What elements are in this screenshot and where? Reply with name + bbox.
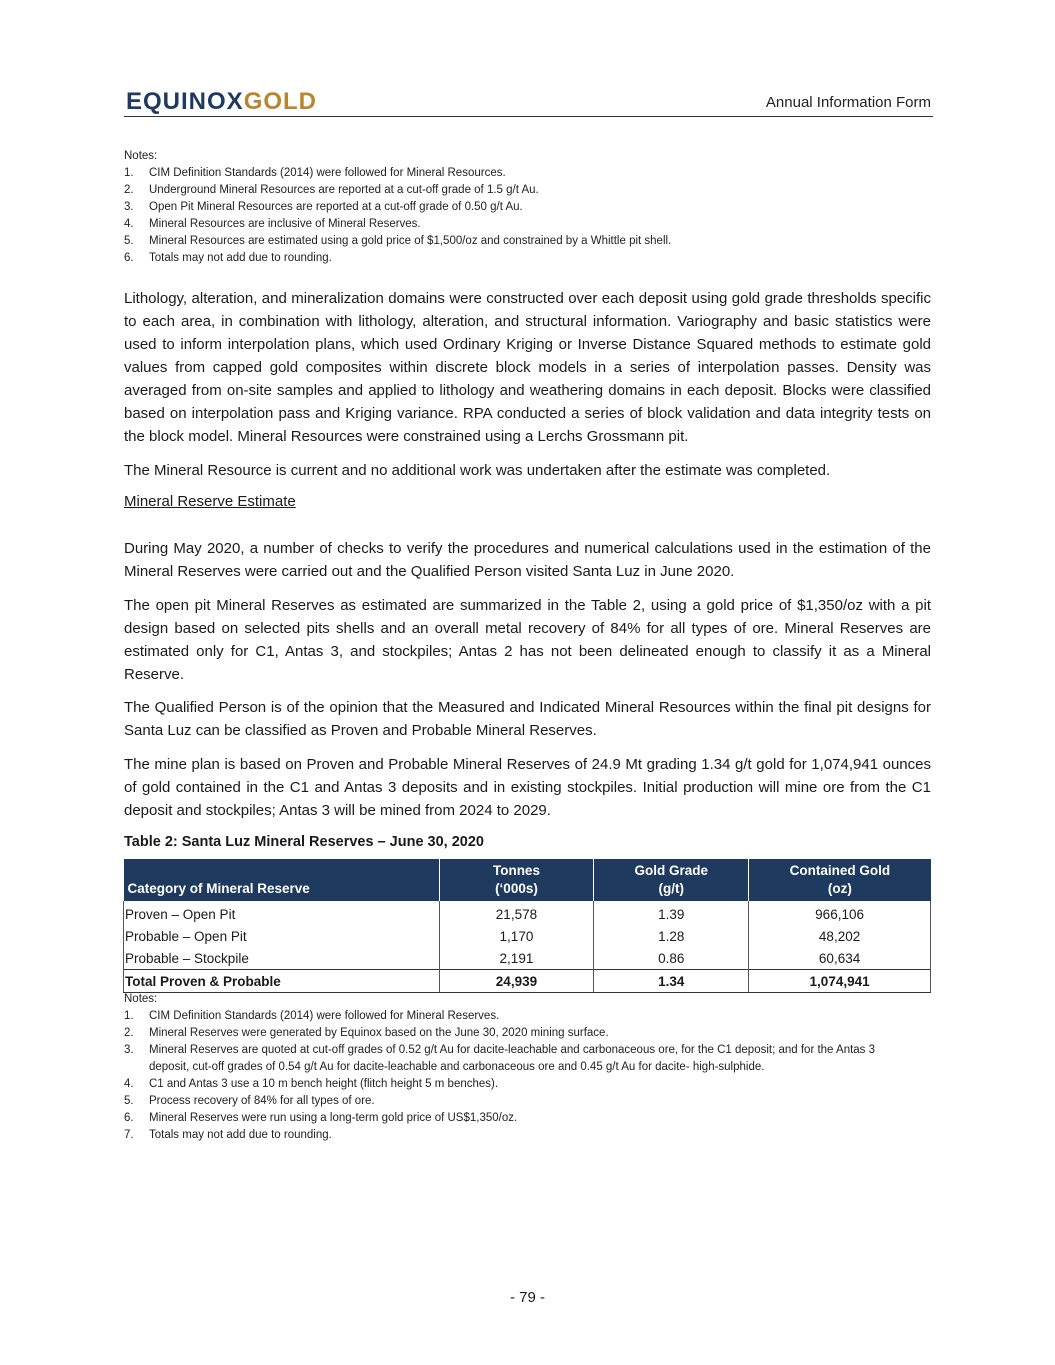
table-row bbox=[124, 901, 931, 925]
cell-grade: 0.86 bbox=[594, 947, 749, 970]
note-item: 7. Totals may not add due to rounding. bbox=[124, 1129, 332, 1141]
cell-gold: 48,202 bbox=[749, 925, 931, 947]
note-item: 3. Mineral Reserves are quoted at cut-off grades of 0.52 g/t Au for dacite-leachable and carbonaceous ore, for the C1 deposit; and for the Antas 3 deposit, cut-off grades of 0.54 g/t Au for dacite-leachable and carbonaceous ore and 0.45 g/t Au for dacite- high-sulphide. bbox=[124, 1044, 876, 1073]
header-grade-line2: (g/t) bbox=[658, 881, 684, 896]
table-header-row bbox=[124, 859, 931, 901]
cell-total-gold: 1,074,941 bbox=[749, 970, 931, 993]
header-tonnes-line2: (‘000s) bbox=[495, 881, 538, 896]
cell-tonnes: 21,578 bbox=[439, 901, 594, 925]
reserve-notes bbox=[124, 991, 914, 1144]
header-gold-line1: Contained Gold bbox=[789, 863, 891, 878]
note-item: 4. C1 and Antas 3 use a 10 m bench height (flitch height 5 m benches). bbox=[124, 1078, 499, 1090]
note-text: Mineral Resources are inclusive of Mineral Reserves. bbox=[149, 218, 421, 230]
note-item: 6. Totals may not add due to rounding. bbox=[124, 252, 332, 264]
note-text: Underground Mineral Resources are reported at a cut-off grade of 1.5 g/t Au. bbox=[149, 184, 539, 196]
cell-tonnes: 2,191 bbox=[439, 947, 594, 970]
table-row bbox=[124, 947, 931, 970]
subheading-reserve-estimate: Mineral Reserve Estimate bbox=[124, 493, 296, 510]
notes-list bbox=[124, 165, 931, 267]
note-item: 2. Underground Mineral Resources are reported at a cut-off grade of 1.5 g/t Au. bbox=[124, 184, 539, 196]
note-text: Totals may not add due to rounding. bbox=[149, 252, 332, 264]
cell-tonnes: 1,170 bbox=[439, 925, 594, 947]
note-text: Mineral Reserves were generated by Equinox based on the June 30, 2020 mining surface. bbox=[149, 1027, 609, 1039]
cell-category: Probable – Stockpile bbox=[124, 947, 440, 970]
equinox-gold-logo bbox=[126, 88, 317, 116]
note-text: Mineral Reserves are quoted at cut-off grades of 0.52 g/t Au for dacite-leachable and carbonaceous ore, for the C1 deposit; and for the Antas 3 deposit, cut-off grades of 0.54 g/t Au for dacite-leachable and carbonaceous ore and 0.45 g/t Au for dacite- high-sulphide. bbox=[149, 1044, 876, 1073]
paragraph-resource-current: The Mineral Resource is current and no additional work was undertaken after the estimate was completed. bbox=[124, 462, 831, 479]
resource-notes bbox=[124, 148, 931, 267]
header-gold-line2: (oz) bbox=[827, 881, 852, 896]
paragraph-mine-plan: The mine plan is based on Proven and Probable Mineral Reserves of 24.9 Mt grading 1.34 g/t gold for 1,074,941 ounces of gold contained in the C1 and Antas 3 deposits and in existing stockpiles. Initial production will mine ore from the C1 deposit and stockpiles; Antas 3 will be mined from 2024 to 2029. bbox=[124, 756, 931, 819]
note-text: CIM Definition Standards (2014) were followed for Mineral Reserves. bbox=[149, 1010, 500, 1022]
note-item: 1. CIM Definition Standards (2014) were followed for Mineral Resources. bbox=[124, 167, 506, 179]
note-text: CIM Definition Standards (2014) were followed for Mineral Resources. bbox=[149, 167, 506, 179]
note-item: 1. CIM Definition Standards (2014) were followed for Mineral Reserves. bbox=[124, 1010, 500, 1022]
cell-total-tonnes: 24,939 bbox=[439, 970, 594, 993]
paragraph-checks: During May 2020, a number of checks to verify the procedures and numerical calculations used in the estimation of the Mineral Reserves were carried out and the Qualified Person visited Santa Luz in June 2020. bbox=[124, 540, 931, 580]
note-item: 2. Mineral Reserves were generated by Equinox based on the June 30, 2020 mining surface. bbox=[124, 1027, 609, 1039]
note-item: 4. Mineral Resources are inclusive of Mineral Reserves. bbox=[124, 218, 421, 230]
paragraph-qualified-person: The Qualified Person is of the opinion that the Measured and Indicated Mineral Resources within the final pit designs for Santa Luz can be classified as Proven and Probable Mineral Reserves. bbox=[124, 699, 931, 739]
note-text: Open Pit Mineral Resources are reported at a cut-off grade of 0.50 g/t Au. bbox=[149, 201, 523, 213]
page-number: - 79 - bbox=[509, 1289, 545, 1306]
note-item: 5. Process recovery of 84% for all types of ore. bbox=[124, 1095, 375, 1107]
paragraph-open-pit: The open pit Mineral Reserves as estimated are summarized in the Table 2, using a gold price of $1,350/oz with a pit design based on selected pits shells and an overall metal recovery of 84% for all types of ore. Mineral Reserves are estimated only for C1, Antas 3, and stockpiles; Antas 2 has not been delineated enough to classify it as a Mineral Reserve. bbox=[124, 597, 931, 683]
header-contained-gold bbox=[749, 859, 931, 901]
cell-total-category: Total Proven & Probable bbox=[124, 970, 440, 993]
note-text: Totals may not add due to rounding. bbox=[149, 1129, 332, 1141]
notes-heading: Notes: bbox=[124, 150, 158, 162]
header-tonnes-line1: Tonnes bbox=[492, 863, 540, 878]
header-grade-line1: Gold Grade bbox=[634, 863, 709, 878]
mineral-reserves-table bbox=[123, 859, 931, 993]
cell-gold: 60,634 bbox=[749, 947, 931, 970]
table-title: Table 2: Santa Luz Mineral Reserves – June 30, 2020 bbox=[124, 834, 484, 850]
header-gold-grade bbox=[594, 859, 749, 901]
header-tonnes bbox=[439, 859, 594, 901]
table-row bbox=[124, 925, 931, 947]
notes-list bbox=[124, 1008, 914, 1144]
cell-gold: 966,106 bbox=[749, 901, 931, 925]
cell-grade: 1.28 bbox=[594, 925, 749, 947]
note-text: C1 and Antas 3 use a 10 m bench height (flitch height 5 m benches). bbox=[149, 1078, 499, 1090]
note-text: Mineral Resources are estimated using a gold price of $1,500/oz and constrained by a Whittle pit shell. bbox=[149, 235, 672, 247]
paragraph-methodology: Lithology, alteration, and mineralization domains were constructed over each deposit using gold grade thresholds specific to each area, in combination with lithology, alteration, and structural information. Variography and basic statistics were used to inform interpolation plans, which used Ordinary Kriging or Inverse Distance Squared methods to estimate gold values from capped gold composites within discrete block models in a series of interpolation passes. Density was averaged from on-site samples and applied to lithology and weathering domains in each deposit. Blocks were classified based on interpolation pass and Kriging variance. RPA conducted a series of block validation and data integrity tests on the block model. Mineral Resources were constrained using a Lerchs Grossmann pit. bbox=[124, 290, 931, 445]
logo-text-equinox: EQUINOX bbox=[126, 88, 244, 115]
cell-category: Probable – Open Pit bbox=[124, 925, 440, 947]
note-text: Process recovery of 84% for all types of ore. bbox=[149, 1095, 375, 1107]
cell-category: Proven – Open Pit bbox=[124, 901, 440, 925]
document-title: Annual Information Form bbox=[765, 94, 931, 111]
note-item: 6. Mineral Reserves were run using a long-term gold price of US$1,350/oz. bbox=[124, 1112, 518, 1124]
page-header bbox=[124, 88, 933, 117]
notes-heading: Notes: bbox=[124, 993, 158, 1005]
cell-total-grade: 1.34 bbox=[594, 970, 749, 993]
note-item: 3. Open Pit Mineral Resources are reported at a cut-off grade of 0.50 g/t Au. bbox=[124, 201, 523, 213]
note-text: Mineral Reserves were run using a long-term gold price of US$1,350/oz. bbox=[149, 1112, 518, 1124]
logo-text-gold: GOLD bbox=[243, 88, 318, 115]
note-item: 5. Mineral Resources are estimated using a gold price of $1,500/oz and constrained by a Whittle pit shell. bbox=[124, 235, 672, 247]
header-category: Category of Mineral Reserve bbox=[124, 859, 440, 901]
cell-grade: 1.39 bbox=[594, 901, 749, 925]
table-total-row bbox=[124, 970, 931, 993]
